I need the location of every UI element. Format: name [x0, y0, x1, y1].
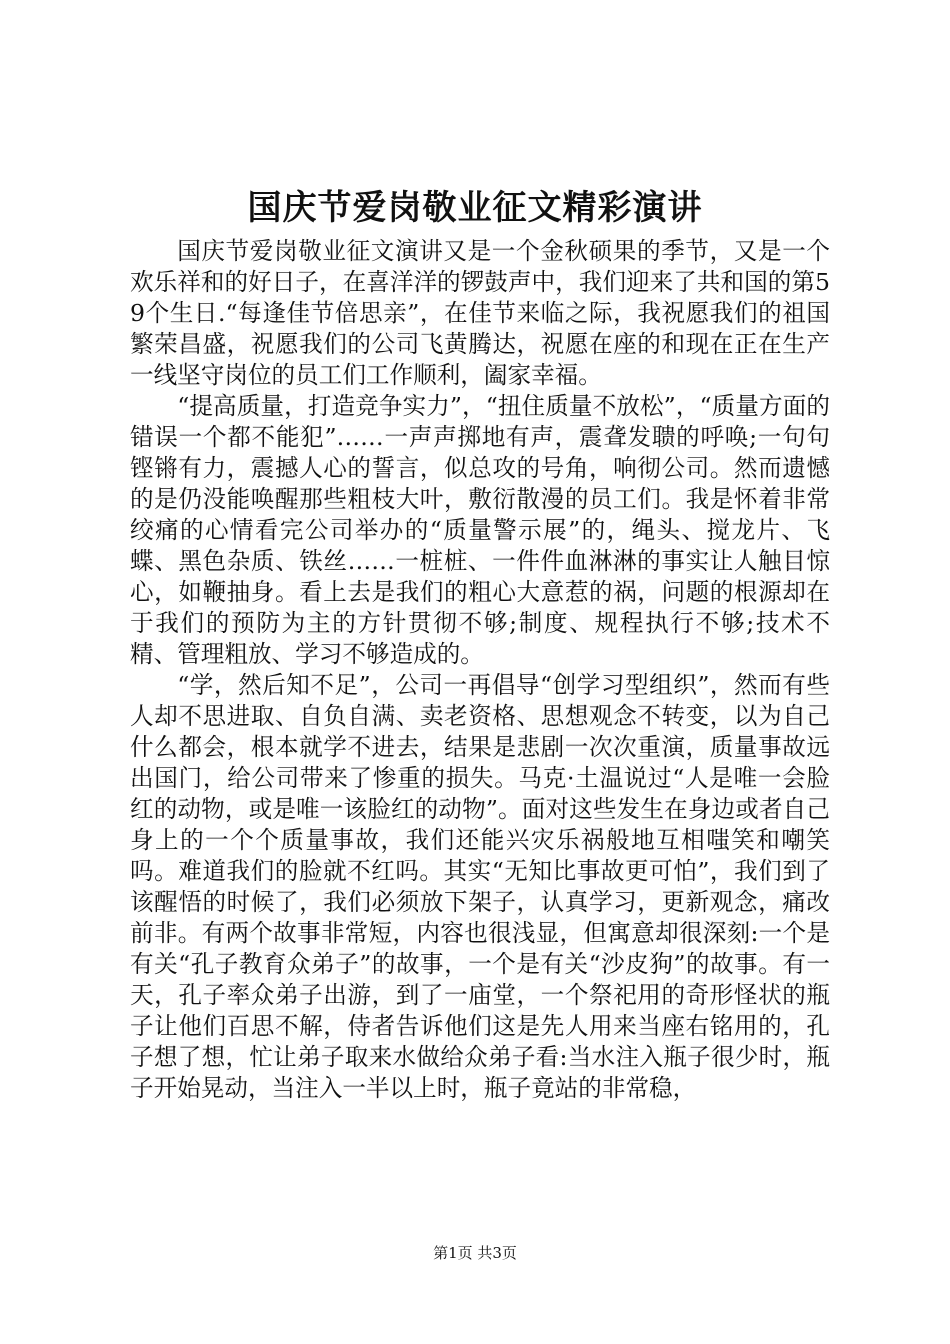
paragraph-2: “提高质量，打造竞争实力”，“扭住质量不放松”，“质量方面的错误一个都不能犯”……一声声掷地有声，震聋发聩的呼唤;一句句铿锵有力，震撼人心的誓言，似总攻的号角，响彻公司。然而遗憾的是仍没能唤醒那些粗枝大叶，敷衍散漫的员工们。我是怀着非常绞痛的心情看完公司举办的“质量警示展”的，绳头、搅龙片、飞蝶、黑色杂质、铁丝……一桩桩、一件件血淋淋的事实让人触目惊心，如鞭抽身。看上去是我们的粗心大意惹的祸，问题的根源却在于我们的预防为主的方针贯彻不够;制度、规程执行不够;技术不精、管理粗放、学习不够造成的。 — [130, 392, 830, 668]
page-footer: 第1页 共3页 — [433, 1244, 517, 1262]
document-title: 国庆节爱岗敬业征文精彩演讲 — [247, 188, 703, 228]
paragraph-3: “学，然后知不足”，公司一再倡导“创学习型组织”，然而有些人却不思进取、自负自满、卖老资格、思想观念不转变，以为自己什么都会，根本就学不进去，结果是悲剧一次次重演，质量事故远出国门，给公司带来了惨重的损失。马克·土温说过“人是唯一会脸红的动物，或是唯一该脸红的动物”。面对这些发生在身边或者自己身上的一个个质量事故，我们还能兴灾乐祸般地互相嗤笑和嘲笑吗。难道我们的脸就不红吗。其实“无知比事故更可怕”，我们到了该醒悟的时候了，我们必须放下架子，认真学习，更新观念，痛改前非。有两个故事非常短，内容也很浅显，但寓意却很深刻:一个是有关“孔子教育众弟子”的故事，一个是有关“沙皮狗”的故事。有一天，孔子率众弟子出游，到了一庙堂，一个祭祀用的奇形怪状的瓶子让他们百思不解，侍者告诉他们这是先人用来当座右铭用的，孔子想了想，忙让弟子取来水做给众弟子看:当水注入瓶子很少时，瓶子开始晃动，当注入一半以上时，瓶子竟站的非常稳， — [130, 671, 830, 1102]
document-body — [130, 236, 830, 1104]
paragraph-1: 国庆节爱岗敬业征文演讲又是一个金秋硕果的季节，又是一个欢乐祥和的好日子，在喜洋洋的锣鼓声中，我们迎来了共和国的第59个生日.“每逢佳节倍思亲”，在佳节来临之际，我祝愿我们的祖国繁荣昌盛，祝愿我们的公司飞黄腾达，祝愿在座的和现在正在生产一线坚守岗位的员工们工作顺利，阖家幸福。 — [130, 237, 830, 389]
